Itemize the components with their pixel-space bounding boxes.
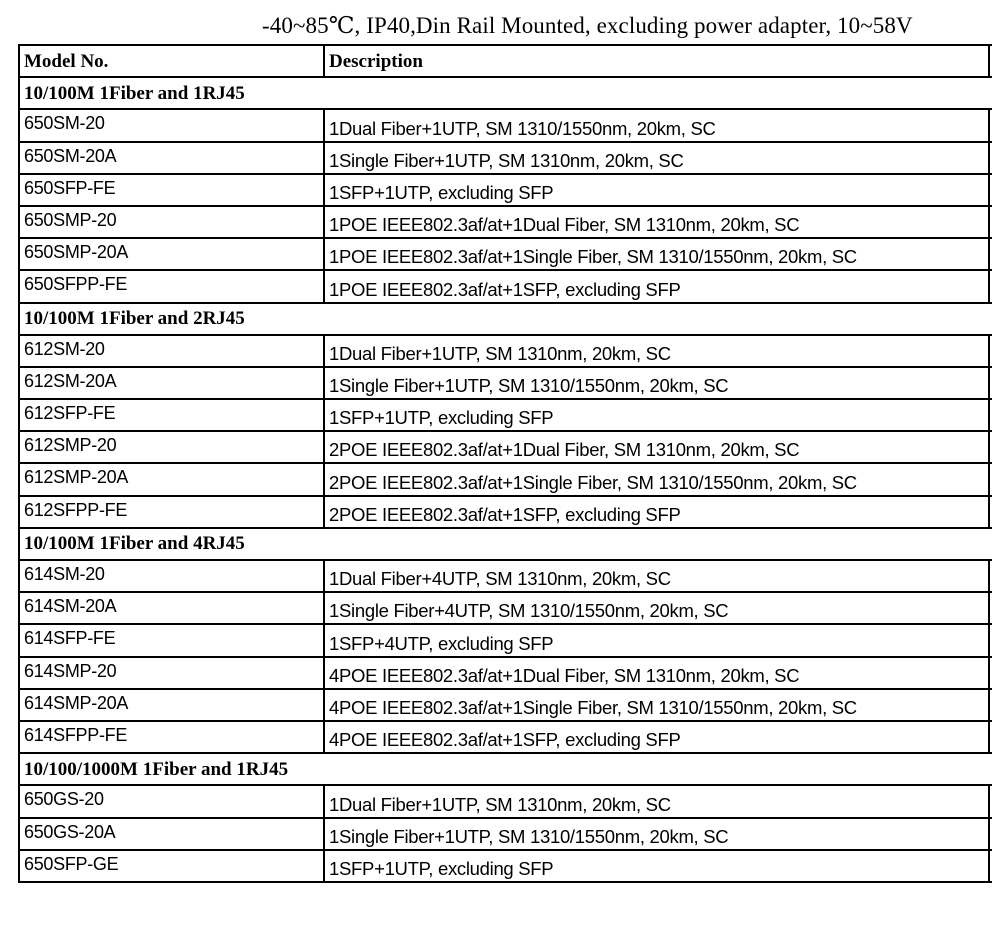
table-row — [19, 592, 992, 624]
model-cell: 650SFP-GE — [19, 850, 324, 882]
description-cell: 1Dual Fiber+1UTP, SM 1310nm, 20km, SC — [324, 335, 989, 367]
description-cell: 2POE IEEE802.3af/at+1Dual Fiber, SM 1310nm, 20km, SC — [324, 431, 989, 463]
section-title: 10/100/1000M 1Fiber and 1RJ45 — [19, 753, 992, 785]
model-cell: 614SFP-FE — [19, 624, 324, 656]
model-cell: 650GS-20A — [19, 818, 324, 850]
model-cell: 614SMP-20 — [19, 657, 324, 689]
model-cell: 612SM-20 — [19, 335, 324, 367]
section-title: 10/100M 1Fiber and 1RJ45 — [19, 77, 992, 109]
model-cell: 650SM-20 — [19, 109, 324, 141]
description-cell: 4POE IEEE802.3af/at+1SFP, excluding SFP — [324, 721, 989, 753]
description-cell: 4POE IEEE802.3af/at+1Single Fiber, SM 1310/1550nm, 20km, SC — [324, 689, 989, 721]
model-cell: 614SFPP-FE — [19, 721, 324, 753]
section-title: 10/100M 1Fiber and 2RJ45 — [19, 303, 992, 335]
table-row — [19, 624, 992, 656]
product-table-container — [18, 44, 992, 883]
model-cell: 614SM-20A — [19, 592, 324, 624]
model-cell: 612SMP-20A — [19, 463, 324, 495]
description-cell: 1SFP+1UTP, excluding SFP — [324, 399, 989, 431]
table-row — [19, 431, 992, 463]
description-cell: 1Dual Fiber+4UTP, SM 1310nm, 20km, SC — [324, 560, 989, 592]
description-cell: 1POE IEEE802.3af/at+1SFP, excluding SFP — [324, 270, 989, 302]
section-header-row — [19, 303, 992, 335]
model-cell: 612SMP-20 — [19, 431, 324, 463]
table-row — [19, 560, 992, 592]
table-row — [19, 785, 992, 817]
section-title: 10/100M 1Fiber and 4RJ45 — [19, 528, 992, 560]
table-row — [19, 206, 992, 238]
description-cell: 2POE IEEE802.3af/at+1Single Fiber, SM 1310/1550nm, 20km, SC — [324, 463, 989, 495]
table-row — [19, 335, 992, 367]
description-cell: 1Single Fiber+4UTP, SM 1310/1550nm, 20km, SC — [324, 592, 989, 624]
header-description: Description — [324, 45, 989, 77]
description-cell: 1Single Fiber+1UTP, SM 1310/1550nm, 20km, SC — [324, 367, 989, 399]
description-cell: 2POE IEEE802.3af/at+1SFP, excluding SFP — [324, 496, 989, 528]
table-row — [19, 657, 992, 689]
description-cell: 4POE IEEE802.3af/at+1Dual Fiber, SM 1310nm, 20km, SC — [324, 657, 989, 689]
table-row — [19, 399, 992, 431]
table-row — [19, 850, 992, 882]
table-header-row — [19, 45, 992, 77]
model-cell: 650GS-20 — [19, 785, 324, 817]
description-cell: 1Single Fiber+1UTP, SM 1310nm, 20km, SC — [324, 142, 989, 174]
table-row — [19, 818, 992, 850]
table-row — [19, 238, 992, 270]
model-cell: 612SM-20A — [19, 367, 324, 399]
table-row — [19, 689, 992, 721]
table-row — [19, 496, 992, 528]
section-header-row — [19, 528, 992, 560]
model-cell: 650SM-20A — [19, 142, 324, 174]
description-cell: 1Single Fiber+1UTP, SM 1310/1550nm, 20km, SC — [324, 818, 989, 850]
description-cell: 1Dual Fiber+1UTP, SM 1310nm, 20km, SC — [324, 785, 989, 817]
product-table-body — [19, 45, 992, 882]
table-row — [19, 142, 992, 174]
model-cell: 614SM-20 — [19, 560, 324, 592]
description-cell: 1SFP+4UTP, excluding SFP — [324, 624, 989, 656]
table-row — [19, 270, 992, 302]
section-header-row — [19, 77, 992, 109]
model-cell: 614SMP-20A — [19, 689, 324, 721]
model-cell: 612SFP-FE — [19, 399, 324, 431]
table-row — [19, 463, 992, 495]
product-table — [18, 44, 992, 883]
description-cell: 1SFP+1UTP, excluding SFP — [324, 174, 989, 206]
table-row — [19, 367, 992, 399]
model-cell: 650SFPP-FE — [19, 270, 324, 302]
description-cell: 1POE IEEE802.3af/at+1Dual Fiber, SM 1310nm, 20km, SC — [324, 206, 989, 238]
description-cell: 1Dual Fiber+1UTP, SM 1310/1550nm, 20km, SC — [324, 109, 989, 141]
table-row — [19, 721, 992, 753]
page-heading: -40~85℃, IP40,Din Rail Mounted, excluding power adapter, 10~58V — [262, 13, 913, 38]
section-header-row — [19, 753, 992, 785]
table-row — [19, 109, 992, 141]
table-row — [19, 174, 992, 206]
model-cell: 650SFP-FE — [19, 174, 324, 206]
header-model: Model No. — [19, 45, 324, 77]
model-cell: 650SMP-20A — [19, 238, 324, 270]
model-cell: 612SFPP-FE — [19, 496, 324, 528]
description-cell: 1POE IEEE802.3af/at+1Single Fiber, SM 1310/1550nm, 20km, SC — [324, 238, 989, 270]
description-cell: 1SFP+1UTP, excluding SFP — [324, 850, 989, 882]
model-cell: 650SMP-20 — [19, 206, 324, 238]
